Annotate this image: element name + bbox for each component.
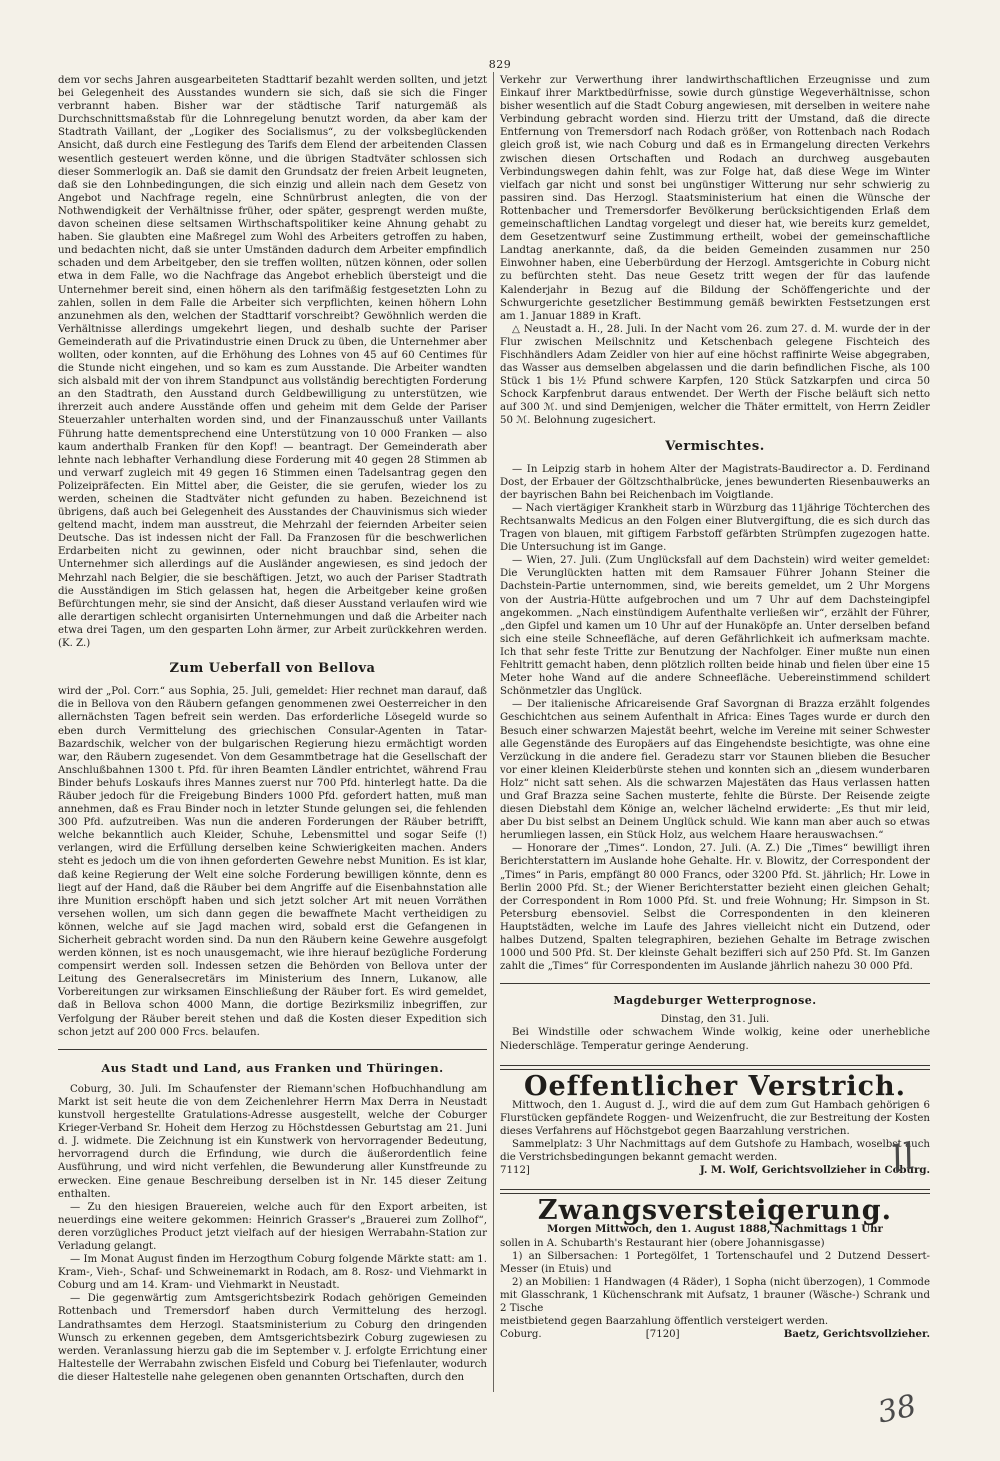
handwritten-mark-2: 38 (874, 1388, 920, 1431)
article-rottenbach: — Die gegenwärtig zum Amtsgerichtsbezirk Rodach gehörigen Gemeinden Rottenbach und Tremersdorf haben durch Vermittelung des herzogl. Landrathsamtes dem Herzogl. Staatsministerium zu Coburg den dringenden Wunsch zu erkennen gegeben, dem Amtsgerichtsbezirk Coburg zugewiesen zu werden. Veranlassung hierzu gab die im September v. J. erfolgte Errichtung einer Haltestelle der Werrabahn zwischen Eisfeld und Coburg bei Tiefenlauter, wodurch die dieser Haltestelle nahe gelegenen oben genannten Ortschaften, durch den (58, 1293, 487, 1383)
section-rule (58, 1049, 487, 1050)
left-column (58, 74, 487, 1383)
article-leipzig: — In Leipzig starb in hohem Alter der Magistrats-Baudirector a. D. Ferdinand Dost, der Erbauer der Göltzschthalbrücke, jenes bewunderten Riesenbauwerks an der bayrischen Bahn bei Reichenbach im Voigtlande. (500, 463, 930, 501)
ad-rule-2 (500, 1189, 930, 1194)
heading-stadt-land: Aus Stadt und Land, aus Franken und Thüringen. (101, 1060, 444, 1075)
ad-verstrich-text: Mittwoch, den 1. August d. J., wird die auf dem zum Gut Hambach gehörigen 6 Flurstücken gepfändete Roggen- und Weizenfrucht, die zur Bestreitung der Kosten dieses Verfahrens auf Höchstgebot gegen Baarzahlung verstrichen. (500, 1099, 930, 1137)
wetter-text: Bei Windstille oder schwachem Winde wolkig, keine oder unerhebliche Niederschläge. Temperatur geringe Aenderung. (500, 1027, 930, 1052)
ad-zwangsversteigerung-title: Zwangsversteigerung. (537, 1195, 893, 1227)
handwritten-mark-1: ll (887, 1136, 920, 1181)
ad-zwangsversteigerung-number: [7120] (645, 1329, 680, 1341)
ad-verstrich-title: Oeffentlicher Verstrich. (523, 1070, 907, 1102)
ad-zwangsversteigerung-place: Coburg. (500, 1329, 542, 1341)
article-rottenbach-cont: Verkehr zur Verwerthung ihrer landwirthschaftlichen Erzeugnisse und zum Einkauf ihrer Marktbedürfnisse, sowie durch günstige Wegeverhältnisse, schon bisher wesentlich auf die Stadt Coburg angewiesen, mit derselben in weitere nahe Verbindung gebracht worden sind. Hierzu tritt der Umstand, daß die directe Entfernung von Tremersdorf nach Rodach größer, von Rottenbach nach Rodach gleich groß ist, wie nach Coburg und daß es in Ermangelung directen Verkehrs zwischen diesen Ortschaften und Rodach an durchweg ausgebauten Verbindungswegen dahin fehlt, was zur Folge hat, daß diese Wege im Winter vielfach gar nicht und sonst bei ungünstiger Witterung nur sehr schwierig zu passiren sind. Das Herzogl. Staatsministerium hat einen die Wünsche der Rottenbacher und Tremersdorfer Bevölkerung berücksichtigenden Erlaß dem gemeinschaftlichen Landtag vorgelegt und dieser hat, wie bereits kurz gemeldet, dem Gesetzentwurf seine Zustimmung ertheilt, wobei der gemeinschaftliche Landtag anerkannte, daß, da die beiden Gemeinden zusammen nur 250 Einwohner haben, eine Ueberbürdung der Herzogl. Amtsgerichte in Coburg nicht zu befürchten steht. Das neue Gesetz tritt wegen der für das laufende Kalenderjahr in Bezug auf die Bildung der Schöffengerichte und der Schwurgerichte gesetzlicher Bestimmung gemäß bewirkten Festsetzungen erst am 1. Januar 1889 in Kraft. (500, 75, 930, 322)
right-column (500, 74, 930, 1404)
ad-zwangsversteigerung-item2: 2) an Mobilien: 1 Handwagen (4 Räder), 1 Sopha (nicht überzogen), 1 Commode mit Glasschrank, 1 Küchenschrank mit Aufsatz, 1 brauner (Wäsche-) Schrank und 2 Tische (500, 1276, 930, 1314)
heading-vermischtes: Vermischtes. (665, 438, 765, 454)
ad-zwangsversteigerung-text: sollen in A. Schubarth's Restaurant hier (obere Johannisgasse) (500, 1237, 825, 1249)
article-dachstein: — Wien, 27. Juli. (Zum Unglücksfall auf dem Dachstein) wird weiter gemeldet: Die Verunglückten hatten mit dem Ramsauer Führer Johann Steiner die Dachstein-Partie unternommen, sind, wie bereits gemeldet, um 2 Uhr Morgens von der Austria-Hütte aufgebrochen und um 7 Uhr auf dem Dachsteingipfel angekommen. „Nach einstündigem Aufenthalte verließen wir“, erzählt der Führer, „den Gipfel und kamen um 10 Uhr auf der Hunaköpfe an. Unter derselben befand sich eine steile Schneefläche, auf deren Gefährlichkeit ich aufmerksam machte. Ich that sehr feste Tritte zur Benutzung der Nachfolger. Einer mußte nun einen Fehltritt gemacht haben, denn plötzlich rollten beide hinab und fielen über eine 15 Meter hohe Wand auf die andere Schneefläche. Uebereinstimmend schildert Schönmetzler das Unglück. (500, 555, 930, 698)
ad-zwangsversteigerung-tail: meistbietend gegen Baarzahlung öffentlich versteigert werden. (500, 1316, 829, 1328)
ad-verstrich-signature: J. M. Wolf, Gerichtsvollzieher in Coburg. (699, 1164, 930, 1177)
article-times: — Honorare der „Times“. London, 27. Juli. (A. Z.) Die „Times“ bewilligt ihren Berichterstattern im Auslande hohe Gehalte. Hr. v. Blowitz, der Correspondent der „Times“ in Paris, empfängt 80 000 Francs, oder 3200 Pfd. St. jährlich; Hr. Lowe in Berlin 2000 Pfd. St.; der Wiener Berichterstatter bezieht einen gleichen Gehalt; der Correspondent in Rom 1000 Pfd. St. und freie Wohnung; Hr. Simpson in St. Petersburg ebensoviel. Selbst die Correspondenten in den kleineren Hauptstädten, welche im Laufe des Jahres vielleicht nicht ein Dutzend, oder halbes Dutzend, Spalten telegraphiren, beziehen Gehalte im Betrage zwischen 1000 und 500 Pfd. St. Der kleinste Gehalt bezifferi sich auf 250 Pfd. St. Im Ganzen zahlt die „Times“ für Correspondenten im Auslande jährlich nahezu 30 000 Pfd. (500, 843, 930, 973)
heading-bellova: Zum Ueberfall von Bellova (169, 661, 376, 677)
ad-rule (500, 1065, 930, 1070)
column-divider (493, 72, 494, 1392)
ad-verstrich-number: 7112] (500, 1165, 530, 1177)
article-neustadt: △ Neustadt a. H., 28. Juli. In der Nacht vom 26. zum 27. d. M. wurde der in der Flur zwischen Meilschnitz und Ketschenbach gelegene Fischteich des Fischhändlers Adam Zeidler von hier auf eine höchst raffinirte Weise abgegraben, das Wasser aus demselben abgelassen und die darin befindlichen Fische, als 100 Stück 1 bis 1½ Pfund schwere Karpfen, 120 Stück Satzkarpfen und circa 50 Schock Karpfenbrut daraus entwendet. Der Werth der Fische beläuft sich netto auf 300 ℳ. und sind Demjenigen, welcher die Thäter ermittelt, von Herrn Zeidler 50 ℳ. Belohnung zugesichert. (500, 323, 930, 427)
ad-zwangsversteigerung-lead: Morgen Mittwoch, den 1. August 1888, Nachmittags 1 Uhr (547, 1223, 883, 1236)
page-number: 829 (488, 58, 512, 71)
section-rule-2 (500, 983, 930, 984)
article-coburg-adresse: Coburg, 30. Juli. Im Schaufenster der Riemann'schen Hofbuchhandlung am Markt ist seit heute die von dem Zeichenlehrer Herrn Max Derra in Neustadt kunstvoll hergestellte Gratulations-Adresse ausgestellt, welche der Coburger Krieger-Verband Sr. Hoheit dem Herzog zu Höchstdessen Geburtstag am 21. Juni d. J. widmete. Die Zeichnung ist ein Kunstwerk von hervorragender Bedeutung, hervorragend durch die Erfindung, wie durch die äußerordentlich feine Ausführung, und wird nicht verfehlen, die Bewunderung aller Kunstfreunde zu erwecken. Eine genaue Beschreibung derselben ist in Nr. 145 dieser Zeitung enthalten. (58, 1083, 487, 1200)
article-paris-strike: dem vor sechs Jahren ausgearbeiteten Stadttarif bezahlt werden sollten, und jetzt bei Gelegenheit des Ausstandes wundern sie sich, daß sie sich die Finger verbrannt haben. Bisher war der städtische Tarif naturgemäß als Durchschnittsmaßstab für die Lohnregelung benutzt worden, da aber kam der Stadtrath Vaillant, der „Logiker des Socialismus“, zu der volksbeglückenden Ansicht, daß durch eine Festlegung des Tarifs dem Elend der arbeitenden Classen wesentlich gesteuert werden könne, und die übrigen Stadtväter schlossen sich dieser Sommerlogik an. Daß sie damit den Grundsatz der freien Arbeit leugneten, daß sie den Lohnbedingungen, die sich einzig und allein nach dem Gesetz von Angebot und Nachfrage regeln, eine Schnürbrust anlegten, die von der Nothwendigkeit der Verhältnisse früher, oder später, gesprengt werden mußte, davon scheinen diese seltsamen Wirthschaftspolitiker keine Ahnung gehabt zu haben. Sie glaubten eine Maßregel zum Wohl des Arbeiters getroffen zu haben, und bedachten nicht, daß sie unter Umständen dadurch dem Arbeiter empfindlich schaden und dem Arbeitgeber, den sie treffen wollten, nützen können, oder sollen etwa in dem Falle, wo die Nachfrage das Angebot erheblich übersteigt und die Unternehmer bereit sind, einen höhern als den tarifmäßig festgesetzten Lohn zu zahlen, sollen in dem Falle die Arbeiter sich verpflichten, keinen höhern Lohn anzunehmen als den, welchen der Stadttarif vorschreibt? Gewöhnlich werden die Verhältnisse allerdings umgekehrt liegen, und deshalb suchte der Pariser Gemeinderath auf die Privatindustrie einen Druck zu üben, die Unternehmer aber wollten, oder konnten, auf die Erhöhung des Lohnes von 45 auf 60 Centimes für die Stunde nicht eingehen, und so kam es zum Ausstande. Die Arbeiter wandten sich alsbald mit der von ihrem Standpunct aus vollständig berechtigten Forderung an den Stadtrath, den Ausstand durch Geldbewilligung zu unterstützen, wie ihrerzeit auch andere Ausstände offen und geheim mit dem Gelde der Pariser Steuerzahler unterhalten worden sind, und der Finanzausschuß unter Vaillants Führung hatte dementsprechend eine Unterstützung von 10 000 Franken — also kaum anderthalb Franken für den Kopf! — beantragt. Der Gemeinderath aber lehnte nach lebhafter Verhandlung diese Forderung mit 40 gegen 28 Stimmen ab und verwarf zugleich mit 49 gegen 16 Stimmen einen Tadelsantrag gegen den Polizeipräfecten. Ein Mittel aber, die Geister, die sie gerufen, wieder los zu werden, scheinen die Stadtväter nicht gefunden zu haben. Bezeichnend ist übrigens, daß auch bei Gelegenheit des Ausstandes der Chauvinismus sich wieder geltend macht, indem man ausstreut, die Mehrzahl der feiernden Arbeiter seien Deutsche. Das ist indessen nicht der Fall. Da Franzosen für die beschwerlichen Erdarbeiten nicht zu gewinnen, oder nicht brauchbar sind, sehen die Unternehmer sich allerdings auf die Ausländer angewiesen, es sind jedoch der Mehrzahl nach Belgier, die sie beschäftigen. Jetzt, wo auch der Pariser Stadtrath die Ausständigen im Stich gelassen hat, hegen die Arbeitgeber keine großen Befürchtungen mehr, sie sind der Ansicht, daß dieser Ausstand verlaufen wird wie alle derartigen schlecht organisirten Unternehmungen und daß die Arbeiter nach etwa drei Tagen, um den gesparten Lohn ärmer, zur Arbeit zurückkehren werden. (K. Z.) (58, 75, 487, 650)
article-brauerei: — Zu den hiesigen Brauereien, welche auch für den Export arbeiten, ist neuerdings eine weitere gekommen: Heinrich Grasser's „Brauerei zum Zollhof“, deren vorzügliches Product jetzt vielfach auf der hiesigen Werrabahn-Station zur Verladung gelangt. (58, 1201, 487, 1252)
article-wuerzburg: — Nach viertägiger Krankheit starb in Würzburg das 11jährige Töchterchen des Rechtsanwalts Medicus an den Folgen einer Blutvergiftung, die es sich durch das Tragen von blauen, mit giftigem Farbstoff gefärbten Strümpfen zugezogen hatte. Die Untersuchung ist im Gange. (500, 502, 930, 554)
article-maerkte: — Im Monat August finden im Herzogthum Coburg folgende Märkte statt: am 1. Kram-, Vieh-, Schaf- und Schweinemarkt in Rodach, am 8. Rosz- und Viehmarkt in Coburg und am 14. Kram- und Viehmarkt in Neustadt. (58, 1254, 487, 1292)
ad-zwangsversteigerung-item1: 1) an Silbersachen: 1 Portegölfet, 1 Tortenschaufel und 2 Dutzend Dessert-Messer (in Etuis) und (500, 1250, 930, 1275)
ad-verstrich-footer (500, 1164, 930, 1177)
ad-zwangsversteigerung-signature: Baetz, Gerichtsvollzieher. (783, 1328, 930, 1341)
wetter-date: Dinstag, den 31. Juli. (660, 1014, 770, 1026)
article-brazza: — Der italienische Africareisende Graf Savorgnan di Brazza erzählt folgendes Geschichtchen aus seinem Aufenthalt in Africa: Eines Tages wurde er durch den Besuch einer schwarzen Majestät beehrt, welche im Vereine mit seiner Schwester alle Gegenstände des Europäers auf das Eingehendste besichtigte, was ohne eine Verzückung in die andere fiel. Geradezu starr vor Staunen blieben die Besucher vor einer kleinen Kleiderbürste stehen und konnten sich an „diesem wunderbaren Holz“ nicht satt sehen. Als die schwarzen Majestäten das Haus verlassen hatten und Graf Brazza seine Sachen musterte, fehlte die Bürste. Der Reisende zeigte diesen Diebstahl dem Könige an, welcher lächelnd erwiderte: „Es thut mir leid, aber Du bist selbst an Deinem Unglück schuld. Wie kann man aber auch so etwas herumliegen lassen, ein Stück Holz, aus welchem Haare herauswachsen.“ (500, 699, 930, 842)
article-bellova: wird der „Pol. Corr.“ aus Sophia, 25. Juli, gemeldet: Hier rechnet man darauf, daß die in Bellova von den Räubern gefangen genommenen zwei Oesterreicher in den allernächsten Tagen befreit sein werden. Das erforderliche Lösegeld wurde so eben durch Vermittelung des griechischen Consular-Agenten in Tatar-Bazardschik, welcher von der bulgarischen Regierung hiezu ermächtigt worden war, den Räubern zugesendet. Von dem Gesammtbetrage hat die Gesellschaft der Anschlußbahnen 1300 t. Pfd. für ihren Beamten Ländler entrichtet, während Frau Binder behufs Loskaufs ihres Mannes zuerst nur 700 Pfd. hinterlegt hatte. Da die Räuber jedoch für die Freigebung Binders 1000 Pfd. gefordert hatten, muß man annehmen, daß es Frau Binder noch in letzter Stunde gelungen sei, die fehlenden 300 Pfd. aufzutreiben. Was nun die anderen Forderungen der Räuber betrifft, welche bekanntlich auch Kleider, Schuhe, Lebensmittel und sogar Seife (!) verlangen, wird die Erfüllung derselben keine Schwierigkeiten machen. Anders steht es jedoch um die von ihnen geforderten Gewehre nebst Munition. Es ist klar, daß keine Regierung der Welt eine solche Forderung bewilligen könnte, denn es liegt auf der Hand, daß die Räuber bei dem Angriffe auf die Eisenbahnstation alle ihre Munition erschöpft haben und sich jetzt solcher Art mit neuen Vorräthen versehen wollen, um sich dann gegen die bewaffnete Macht vertheidigen zu können, welche auf sie Jagd machen wird, sobald erst die Gefangenen in Sicherheit gebracht worden sind. Da nun den Räubern keine Gewehre ausgefolgt werden können, ist es noch unausgemacht, wie ihre hierauf bezügliche Forderung compensirt werden soll. Indessen setzen die Behörden von Bellova unter der Leitung des Generalsecretärs im Ministerium des Innern, Lukanow, alle Vorbereitungen zur wirksamen Einschließung der Räuber fort. Es wird gemeldet, daß in Bellova schon 4000 Mann, die dortige Bezirksmiliz inbegriffen, zur Verfolgung der Räuber bereit stehen und daß die Kosten dieser Expedition sich schon jetzt auf 200 000 Frcs. belaufen. (58, 686, 487, 1038)
heading-wetter: Magdeburger Wetterprognose. (613, 994, 817, 1008)
ad-verstrich-sammelplatz: Sammelplatz: 3 Uhr Nachmittags auf dem Gutshofe zu Hambach, woselbst auch die Verstrichsbedingungen bekannt gemacht werden. (500, 1139, 930, 1164)
ad-zwangsversteigerung-footer (500, 1328, 930, 1341)
